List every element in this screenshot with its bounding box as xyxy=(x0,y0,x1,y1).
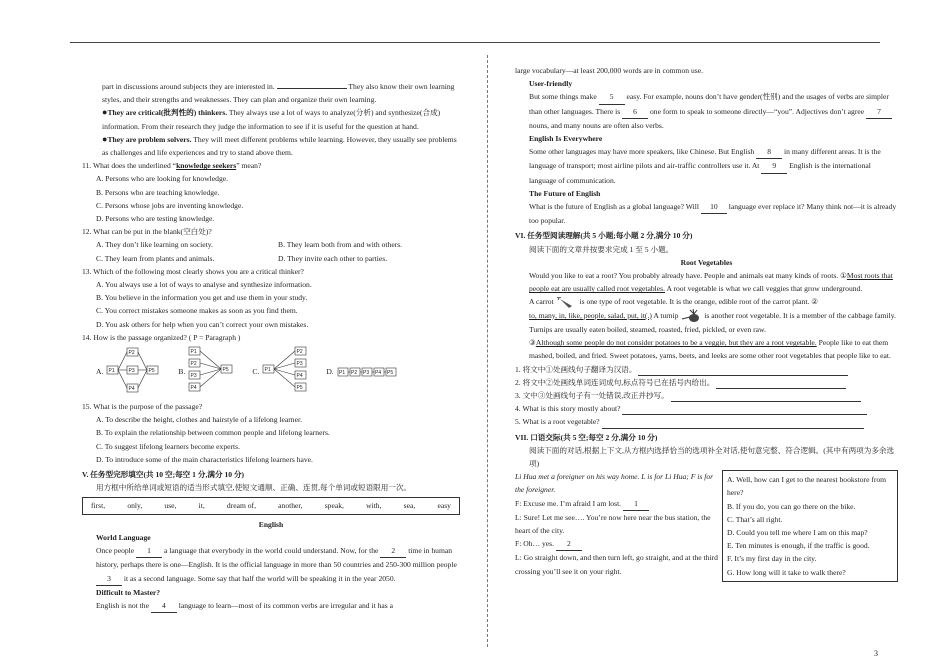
dialog-option[interactable]: F. It’s my first day in the city. xyxy=(727,554,817,564)
option[interactable]: C. They learn from plants and animals. xyxy=(96,253,215,263)
paragraph: What is the future of English as a global language? Will 10 language ever replace it? Many think not—it is already too popular. xyxy=(529,202,897,226)
cloze-blank[interactable]: 10 xyxy=(701,200,727,214)
section-7-instructions: 阅读下面的对话,根据上下文,从方框内选择恰当的选项补全对话,使句意完整、符合逻辑。(其中有两项为多余选项) xyxy=(529,445,895,468)
option[interactable]: A. To describe the height, clothes and hairstyle of a lifelong learner. xyxy=(96,415,302,425)
section-7-title: VII. 口语交际(共 5 空;每空 2 分,满分 10 分) xyxy=(515,432,658,442)
page-number: 3 xyxy=(874,649,878,658)
p-label: P5 xyxy=(296,385,303,392)
question-13: 13. Which of the following most clearly shows you are a critical thinker? xyxy=(82,266,304,276)
paragraph: Some other languages may have more speakers, like Chinese. But English 8 in many different areas. It is the language of transport; most airline pilots and air-traffic controllers use it. At 9 English is the international language of communication. xyxy=(529,147,881,185)
word-option: use, xyxy=(164,501,177,511)
word-option: another, xyxy=(278,501,303,511)
section-6-instructions: 阅读下面的文章并按要求完成 1 至 5 小题。 xyxy=(529,244,674,254)
p-label: P1 xyxy=(108,368,116,375)
options-box xyxy=(722,470,898,582)
diagram-c xyxy=(262,346,308,398)
dialog-option[interactable]: D. Could you tell me where I am on this map? xyxy=(727,528,868,537)
cloze-blank[interactable]: 8 xyxy=(756,145,782,159)
bullet-problem: ●They are problem solvers. They will meet different problems while learning. However, they usually see problems as challenges and life experiences and try to stand above them. xyxy=(102,133,457,158)
right-column xyxy=(515,64,898,578)
paragraph: Would you like to eat a root? You probably already have. People and animals eat many kinds of roots. ①Most roots that people eat are usually called root vegetables. A root vegetable is what we call veggies that grow underground. xyxy=(529,271,893,294)
option[interactable]: B. They learn both from and with others. xyxy=(278,240,403,250)
structure-diagrams xyxy=(82,344,460,400)
dialog-blank[interactable]: 1 xyxy=(623,497,649,511)
dialog-line: L: Sure! Let me see…. You’re now here near the bus station, the heart of the city. xyxy=(515,512,711,535)
dialog-option[interactable]: E. Ten minutes is enough, if the traffic is good. xyxy=(727,541,870,551)
p-label: P4 xyxy=(190,385,197,392)
dialog-option[interactable]: A. Well, how can I get to the nearest bookstore from here? xyxy=(727,475,887,498)
task-3: 3. 文中③处画线句子有一处错误,改正并抄写。 xyxy=(515,389,898,402)
option[interactable]: D. To introduce some of the main characteristics lifelong learners have. xyxy=(96,454,313,464)
task-4: 4. What is this story mostly about? xyxy=(515,402,898,415)
cloze-blank[interactable]: 5 xyxy=(599,90,625,104)
option[interactable]: A. You always use a lot of ways to analyse and synthesize information. xyxy=(96,280,312,290)
p-label: P2 xyxy=(350,370,357,377)
task-1: 1. 将文中①处画线句子翻译为汉语。 xyxy=(515,363,898,376)
word-option: first, xyxy=(91,501,106,511)
column-divider xyxy=(487,55,488,647)
option-label[interactable]: A. xyxy=(96,367,104,377)
question-15: 15. What is the purpose of the passage? xyxy=(82,402,203,412)
option[interactable]: B. Persons who are teaching knowledge. xyxy=(96,187,220,197)
paragraph: ③Although some people do not consider potatoes to be a veggie, but they are a root vegetable. People like to eat them mashed, boiled, and fried. Sweet potatoes, yams, beets, and leeks are some other root vegetables that people like to eat. xyxy=(529,338,891,361)
cloze-blank[interactable]: 7 xyxy=(866,105,892,119)
bullet-dot-icon: ● xyxy=(102,107,108,118)
p-label: P1 xyxy=(338,370,345,377)
word-option: it, xyxy=(198,501,205,511)
word-option: dream of, xyxy=(226,501,256,511)
section-5-instructions: 用方框中所给单词或短语的适当形式填空,使短文通顺、正确、连贯,每个单词或短语限用一次。 xyxy=(96,483,412,493)
option-label[interactable]: C. xyxy=(252,367,260,377)
article-title: Root Vegetables xyxy=(680,257,733,267)
dialog-line: F: Excuse me. I’m afraid I am lost. 1 xyxy=(515,497,720,511)
cloze-blank[interactable]: 1 xyxy=(136,544,162,558)
blank-line[interactable] xyxy=(277,88,347,89)
option[interactable]: B. To explain the relationship between common people and lifelong learners. xyxy=(96,428,330,438)
dialog-option[interactable]: C. That’s all right. xyxy=(727,514,783,524)
bullet-critical: ●They are critical(批判性的) thinkers. They always use a lot of ways to analyze(分析) and synthesize(合成) information. From their research they judge the information to see if it is useful for the question at hand. xyxy=(102,107,441,131)
underlined-sentence: Although some people do not consider potatoes to be a veggie, but they are a root vegetable. xyxy=(535,338,817,348)
subheading: User-friendly xyxy=(529,79,573,89)
option[interactable]: D. Persons who are testing knowledge. xyxy=(96,214,215,224)
option[interactable]: C. You correct mistakes someone makes as soon as you find them. xyxy=(96,306,298,316)
p-label: P5 xyxy=(148,368,156,375)
diagram-d xyxy=(337,366,397,378)
p-label: P2 xyxy=(296,349,303,356)
underlined-sentence: Most roots that people eat are usually called root vegetables. xyxy=(529,271,893,294)
p-label: P2 xyxy=(190,361,197,368)
option-label[interactable]: D. xyxy=(326,367,334,377)
bullet-dot-icon: ● xyxy=(102,133,108,144)
dialog-blank[interactable]: 2 xyxy=(556,537,582,551)
cloze-blank[interactable]: 6 xyxy=(622,105,648,119)
p-label: P5 xyxy=(222,367,229,374)
section-5-title: V. 任务型完形填空(共 10 空;每空 1 分,满分 10 分) xyxy=(82,470,245,480)
option[interactable]: D. They invite each other to parties. xyxy=(278,253,388,263)
subheading: Difficult to Master? xyxy=(96,587,161,597)
option[interactable]: D. You ask others for help when you can’t correct your own mistakes. xyxy=(96,319,309,329)
option[interactable]: A. Persons who are looking for knowledge. xyxy=(96,174,229,184)
p-label: P5 xyxy=(386,370,393,377)
option-label[interactable]: B. xyxy=(178,367,186,377)
paragraph: English is not the 4 language to learn—most of its common verbs are irregular and it has a xyxy=(82,599,460,613)
passage-line: part in discussions around subjects they are interested in. They also know their own learning styles, and their strengths and weaknesses. They can plan and organize their own learning. xyxy=(102,82,455,105)
subheading: World Language xyxy=(96,532,151,542)
task-5: 5. What is a root vegetable? xyxy=(515,415,898,428)
dialog-option[interactable]: G. How long will it take to walk there? xyxy=(727,567,846,577)
header-rule xyxy=(70,42,880,43)
answer-line[interactable] xyxy=(602,428,864,429)
word-option: with, xyxy=(366,501,382,511)
p-label: P3 xyxy=(362,370,369,377)
option[interactable]: B. You believe in the information you get and use them in your study. xyxy=(96,293,308,303)
paragraph: A carrot is one type of root vegetable. It is the orange, edible root of the carrot plant. ② to, many, in, like, people, salad, put, it(.) A turnip is another root vegetable. It is a member of the cabbage family. Turnips are usually eaten boiled, steamed, roasted, fried, pickled, or even raw. xyxy=(529,297,896,334)
p-label: P1 xyxy=(190,349,197,356)
word-option: speak, xyxy=(324,501,344,511)
option-row xyxy=(82,252,460,265)
task-2: 2. 将文中②处画线单词连词成句,标点符号已在括号内给出。 xyxy=(515,376,898,389)
option[interactable]: C. Persons whose jobs are inventing knowledge. xyxy=(96,200,244,210)
p-label: P3 xyxy=(190,373,197,380)
dialog-area xyxy=(515,470,898,578)
dialog-line: F: Oh… yes. 2 xyxy=(515,537,720,551)
word-option: sea, xyxy=(403,501,416,511)
underlined-sentence: to, many, in, like, people, salad, put, it(.) xyxy=(529,310,652,320)
p-label: P4 xyxy=(374,370,381,377)
diagram-a xyxy=(106,346,160,398)
dialog-option[interactable]: B. If you do, you can go there on the bike. xyxy=(727,501,856,511)
p-label: P3 xyxy=(128,368,136,375)
cloze-blank[interactable]: 2 xyxy=(380,544,406,558)
carrot-icon xyxy=(556,297,578,309)
cloze-blank[interactable]: 9 xyxy=(761,159,787,173)
subheading: The Future of English xyxy=(529,188,601,198)
subheading: English Is Everywhere xyxy=(529,134,603,144)
dialog-line: L: Go straight down, and then turn left, go straight, and at the third crossing you’ll see it on your right. xyxy=(515,553,718,576)
word-box xyxy=(82,497,460,514)
cloze-blank[interactable]: 3 xyxy=(96,572,122,586)
paragraph: But some things make 5 easy. For example, nouns don’t have gender(性别) and the usages of verbs are simpler than other languages. There is 6 one form to speak to someone directly—“you”. Adjectives don’t agree 7 nouns, and many nouns are often also verbs. xyxy=(515,90,898,132)
question-11: 11. What does the underlined “knowledge seekers” mean? xyxy=(82,161,262,171)
p-label: P2 xyxy=(128,350,136,357)
word-option: only, xyxy=(127,501,143,511)
p-label: P4 xyxy=(296,373,303,380)
option-row xyxy=(82,238,460,251)
turnip-icon xyxy=(680,309,702,323)
paragraph: large vocabulary—at least 200,000 words are in common use. xyxy=(515,66,703,75)
option[interactable]: C. To suggest lifelong learners become experts. xyxy=(96,441,240,451)
left-column xyxy=(82,80,460,613)
word-option: easy xyxy=(437,501,451,511)
diagram-b xyxy=(188,346,234,398)
question-14: 14. How is the passage organized? ( P = Paragraph ) xyxy=(82,332,241,342)
article-title: English xyxy=(258,519,284,529)
cloze-blank[interactable]: 4 xyxy=(151,599,177,613)
option[interactable]: A. They don’t like learning on society. xyxy=(96,240,213,250)
p-label: P3 xyxy=(296,361,303,368)
question-12: 12. What can be put in the blank(空白处)? xyxy=(82,227,212,237)
paragraph: Once people 1 a language that everybody in the world could understand. Now, for the 2 time in human history, perhaps there is one—English. It is the official language in more than 50 countries and 250-300 million people 3 it as a second language. Some say that half the world will be speaking it in the year 2050. xyxy=(82,544,460,586)
dialog-intro: Li Hua met a foreigner on his way home. L is for Li Hua; F is for the foreigner. xyxy=(515,472,714,495)
dialog xyxy=(515,470,720,578)
p-label: P4 xyxy=(128,386,136,393)
section-6-title: VI. 任务型阅读理解(共 5 小题;每小题 2 分,满分 10 分) xyxy=(515,231,693,241)
p-label: P1 xyxy=(264,367,271,374)
